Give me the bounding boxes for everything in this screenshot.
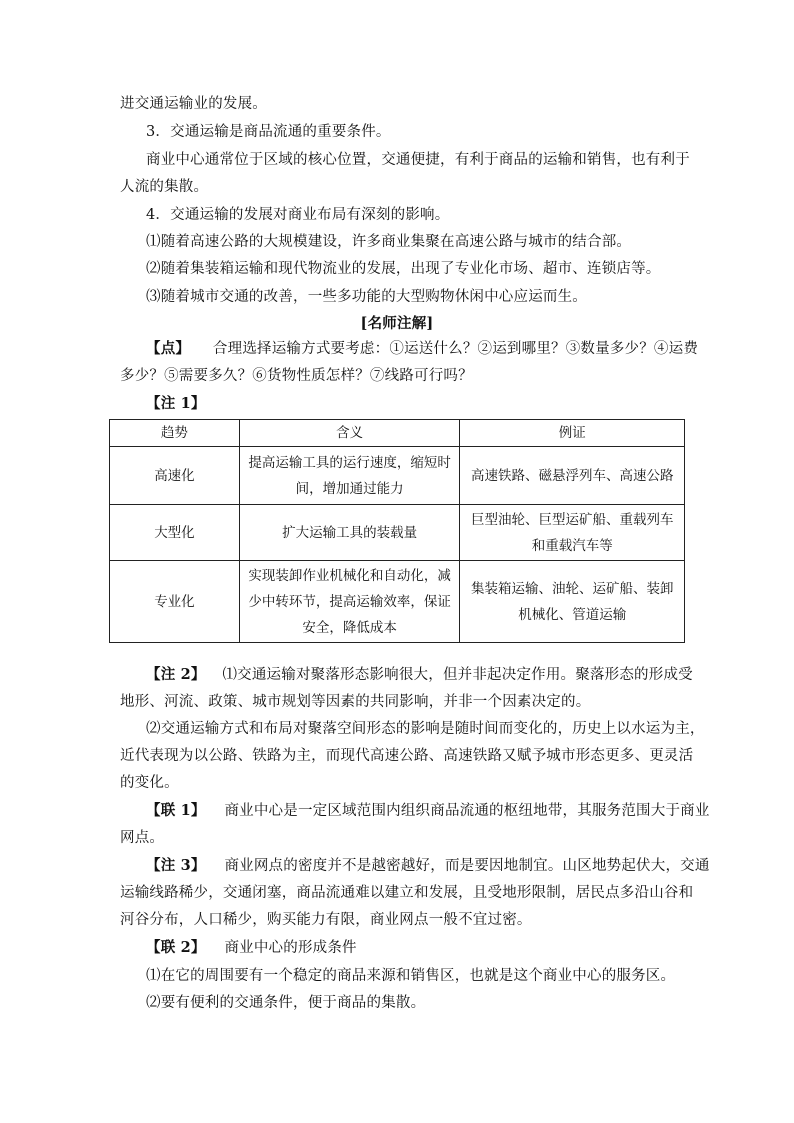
cell-line: 高速铁路、磁悬浮列车、高速公路 [470, 467, 674, 484]
table-cell-example [460, 561, 685, 643]
note-zhu3-line2: 运输线路稀少，交通闭塞，商品流通难以建立和发展，且受地形限制，居民点多沿山谷和 [120, 885, 694, 901]
note-lian2-line3: ⑵要有便利的交通条件，便于商品的集散。 [146, 995, 426, 1011]
note-lian1-line1 [146, 801, 710, 821]
cell-line: 少中转环节，提高运输效率，保证 [248, 593, 451, 610]
note-zhu2-line2: 地形、河流、政策、城市规划等因素的共同影响，并非一个因素决定的。 [120, 694, 591, 710]
cell-line: 安全，降低成本 [302, 619, 397, 636]
point-3-body-line1: 商业中心通常位于区域的核心位置，交通便捷，有利于商品的运输和销售，也有利于 [146, 152, 690, 168]
cell-line: 集装箱运输、油轮、运矿船、装卸 [470, 580, 674, 597]
table-header-cell: 含义 [239, 420, 460, 447]
table-header-cell: 趋势 [110, 420, 240, 447]
point-4-heading: 4．交通运输的发展对商业布局有深刻的影响。 [146, 207, 450, 223]
table-cell-meaning [239, 561, 460, 643]
note-lian1-text: 商业中心是一定区域范围内组织商品流通的枢纽地带，其服务范围大于商业 [224, 803, 710, 819]
cell-line: 扩大运输工具的装载量 [282, 524, 418, 541]
table-row [110, 447, 685, 505]
table-header-row [110, 420, 685, 447]
cell-line: 巨型油轮、巨型运矿船、重载列车 [470, 511, 674, 528]
note-zhu2-line4: 近代表现为以公路、铁路为主，而现代高速公路、高速铁路又赋予城市形态更多、更灵活 [120, 748, 694, 764]
note-lian2-tag: 【联 2】 [146, 939, 206, 956]
transport-trend-table [109, 419, 685, 643]
cell-line: 机械化、管道运输 [518, 606, 627, 623]
note-lian1-tag: 【联 1】 [146, 802, 206, 819]
table-cell-meaning [239, 505, 460, 561]
note-zhu2-tag: 【注 2】 [146, 666, 206, 683]
note-dian-tag: 【点】 [146, 340, 191, 357]
note-lian2-text: 商业中心的形成条件 [224, 940, 357, 956]
table-cell-example [460, 505, 685, 561]
table-cell-meaning [239, 447, 460, 505]
table-cell-example [460, 447, 685, 505]
note-zhu3-tag: 【注 3】 [146, 857, 206, 874]
cell-line: 实现装卸作业机械化和自动化，减 [248, 567, 451, 584]
note-zhu3-line1 [146, 856, 710, 876]
note-lian1-line2: 网点。 [120, 830, 165, 846]
point-4-item-3: ⑶随着城市交通的改善，一些多功能的大型购物休闲中心应运而生。 [146, 289, 587, 305]
point-4-item-1: ⑴随着高速公路的大规模建设，许多商业集聚在高速公路与城市的结合部。 [146, 234, 632, 250]
note-lian2-line1 [146, 938, 357, 958]
note-dian-line1 [146, 339, 698, 359]
note-dian-text: 合理选择运输方式要考虑：①运送什么？②运到哪里？③数量多少？④运费 [212, 341, 699, 357]
note-zhu2-text: ⑴交通运输对聚落形态影响很大，但并非起决定作用。聚落形态的形成受 [222, 667, 693, 683]
note-zhu2-line1 [146, 665, 693, 685]
table-cell-trend: 高速化 [110, 447, 240, 505]
point-3-body-line2: 人流的集散。 [120, 179, 209, 195]
section-title: [名师注解] [360, 315, 434, 332]
note-zhu2-line3: ⑵交通运输方式和布局对聚落空间形态的影响是随时间而变化的，历史上以水运为主， [146, 721, 705, 737]
table-cell-trend: 大型化 [110, 505, 240, 561]
table-row [110, 505, 685, 561]
cell-line: 间，增加通过能力 [295, 480, 404, 497]
note-dian-line2: 多少？⑤需要多久？⑥货物性质怎样？⑦线路可行吗？ [120, 368, 473, 384]
note-zhu3-text: 商业网点的密度并不是越密越好，而是要因地制宜。山区地势起伏大，交通 [224, 858, 710, 874]
point-3-heading: 3．交通运输是商品流通的重要条件。 [146, 124, 391, 140]
cell-line: 提高运输工具的运行速度，缩短时 [248, 454, 451, 471]
note-zhu2-line5: 的变化。 [120, 775, 179, 791]
note-lian2-line2: ⑴在它的周围要有一个稳定的商品来源和销售区，也就是这个商业中心的服务区。 [146, 968, 676, 984]
point-4-item-2: ⑵随着集装箱运输和现代物流业的发展，出现了专业化市场、超市、连锁店等。 [146, 261, 661, 277]
table-cell-trend: 专业化 [110, 561, 240, 643]
table-row [110, 561, 685, 643]
paragraph-continuation: 进交通运输业的发展。 [120, 96, 267, 112]
note-zhu3-line3: 河谷分布，人口稀少，购买能力有限，商业网点一般不宜过密。 [120, 912, 532, 928]
cell-line: 和重载汽车等 [531, 537, 613, 554]
note-zhu1-tag: 【注 1】 [146, 395, 206, 412]
table-header-cell: 例证 [460, 420, 685, 447]
